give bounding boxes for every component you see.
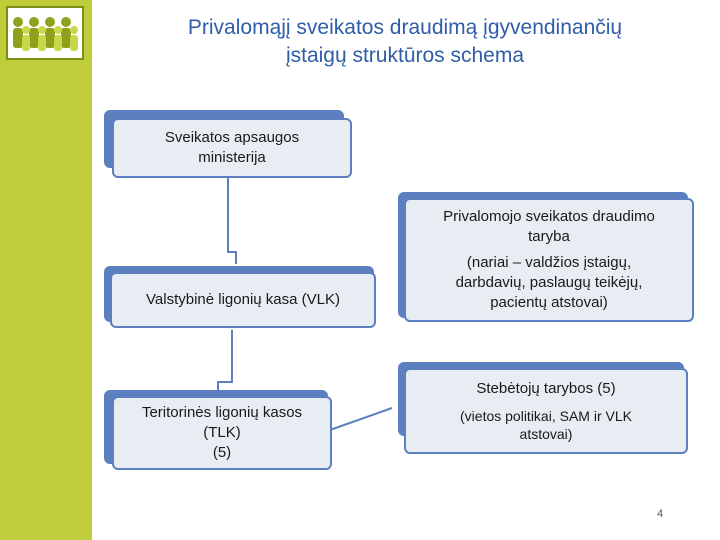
council-title-line-2: taryba [528,228,570,245]
page-number: 4 [656,508,664,520]
vlk-label: Valstybinė ligonių kasa (VLK) [146,291,340,308]
supervisory-desc-line-2: atstovai) [519,426,573,442]
council-title-line-1: Privalomojo sveikatos draudimo [443,208,655,225]
tlk-line-1: Teritorinės ligonių kasos [141,404,303,421]
connector-ministry-vlk [228,178,236,264]
tlk-line-2: (TLK) [203,424,241,441]
ministry-line-1: Sveikatos apsaugos [164,129,300,146]
connector-vlk-tlk [218,330,232,392]
supervisory-title: Stebėtojų tarybos (5) [476,380,616,397]
tlk-line-3: (5) [212,444,232,461]
title-line-2: įstaigų struktūros schema [285,44,525,67]
title-line-1: Privalomąjį sveikatos draudimą įgyvendinančių [187,16,623,39]
ministry-line-2: ministerija [198,149,266,166]
supervisory-desc-line-1: (vietos politikai, SAM ir VLK [460,408,632,424]
council-desc-line-1: (nariai – valdžios įstaigų, [466,254,632,271]
council-desc-line-2: darbdavių, paslaugų teikėjų, [455,274,643,291]
council-desc-line-3: pacientų atstovai) [490,294,608,311]
connector-tlk-supervisory [330,408,392,430]
